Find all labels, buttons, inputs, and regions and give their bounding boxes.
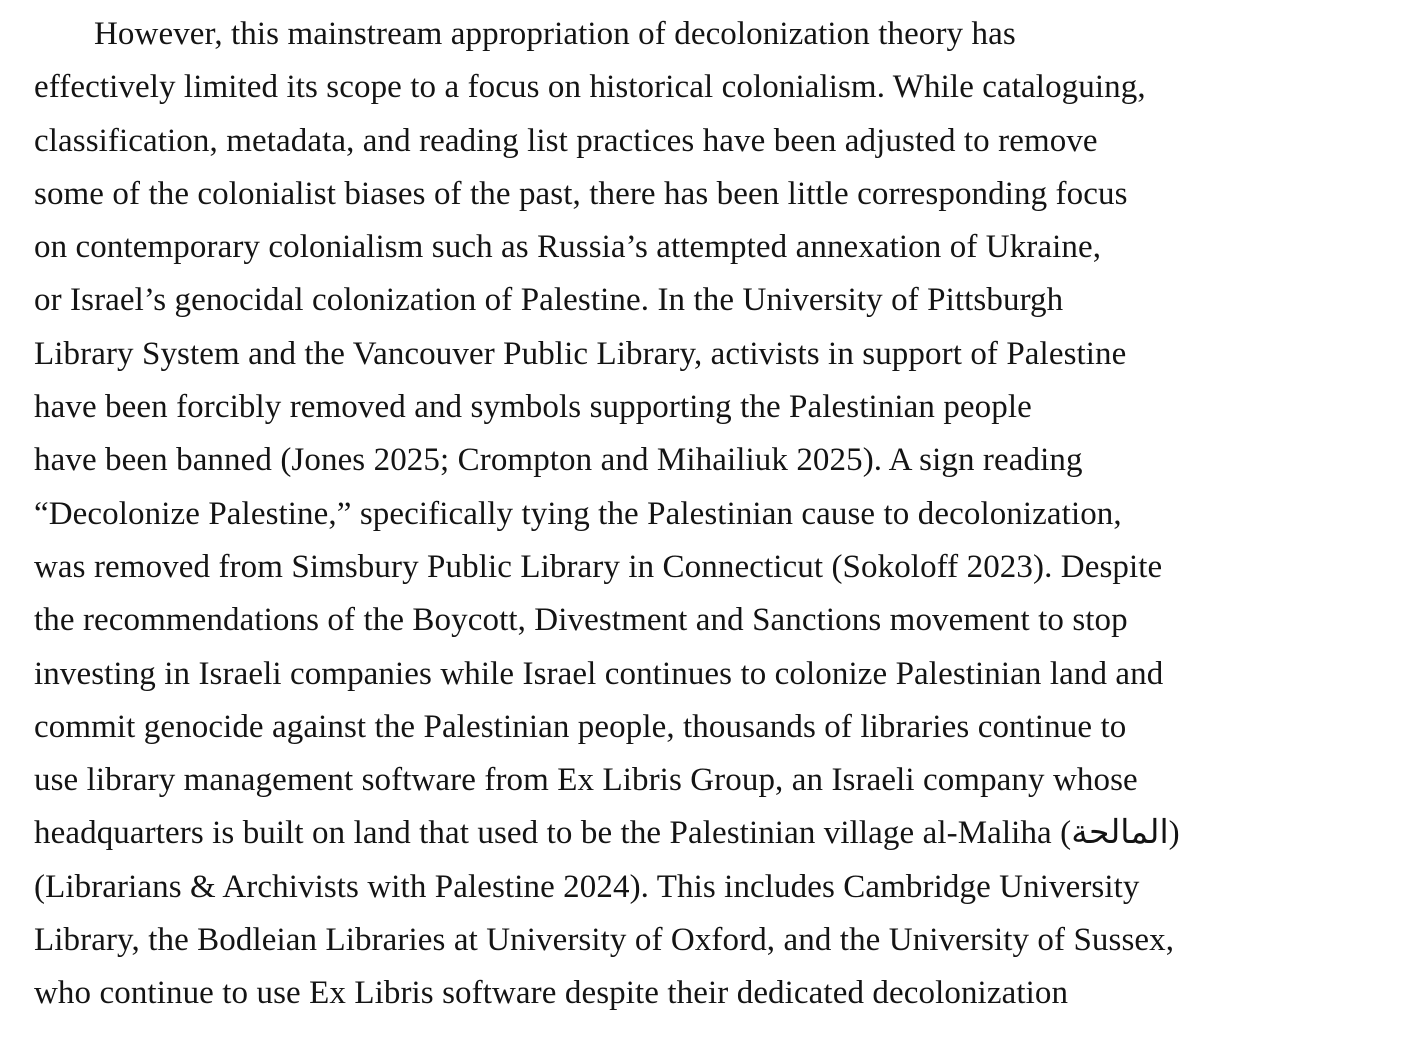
text-line: have been forcibly removed and symbols supporting the Palestinian people: [34, 389, 1032, 426]
text-line: (Librarians & Archivists with Palestine 2024). This includes Cambridge University: [34, 868, 1140, 905]
text-line: Library, the Bodleian Libraries at University of Oxford, and the University of Sussex,: [34, 922, 1175, 959]
text-line: who continue to use Ex Libris software despite their dedicated decolonization: [34, 975, 1069, 1012]
text-line: on contemporary colonialism such as Russia’s attempted annexation of Ukraine,: [34, 229, 1102, 266]
text-line: “Decolonize Palestine,” specifically tying the Palestinian cause to decolonization,: [34, 495, 1122, 532]
text-line: have been banned (Jones 2025; Crompton and Mihailiuk 2025). A sign reading: [34, 442, 1083, 479]
text-line: use library management software from Ex Libris Group, an Israeli company whose: [34, 762, 1138, 799]
text-line: some of the colonialist biases of the past, there has been little corresponding focus: [34, 175, 1128, 212]
text-line: investing in Israeli companies while Israel continues to colonize Palestinian land and: [34, 655, 1164, 692]
text-line: was removed from Simsbury Public Library in Connecticut (Sokoloff 2023). Despite: [34, 548, 1163, 585]
text-line: Library System and the Vancouver Public Library, activists in support of Palestine: [34, 335, 1127, 372]
text-line: headquarters is built on land that used to be the Palestinian village al-Maliha (المالحة): [34, 815, 1180, 852]
text-line: classification, metadata, and reading list practices have been adjusted to remove: [34, 122, 1098, 159]
paragraph: [34, 8, 1414, 1021]
text-line: or Israel’s genocidal colonization of Palestine. In the University of Pittsburgh: [34, 282, 1064, 319]
document-body: [34, 8, 1414, 1021]
text-line: commit genocide against the Palestinian people, thousands of libraries continue to: [34, 708, 1127, 745]
text-line: effectively limited its scope to a focus on historical colonialism. While cataloguing,: [34, 69, 1146, 106]
text-line: the recommendations of the Boycott, Divestment and Sanctions movement to stop: [34, 602, 1128, 639]
text-line: However, this mainstream appropriation of decolonization theory has: [94, 16, 1016, 52]
